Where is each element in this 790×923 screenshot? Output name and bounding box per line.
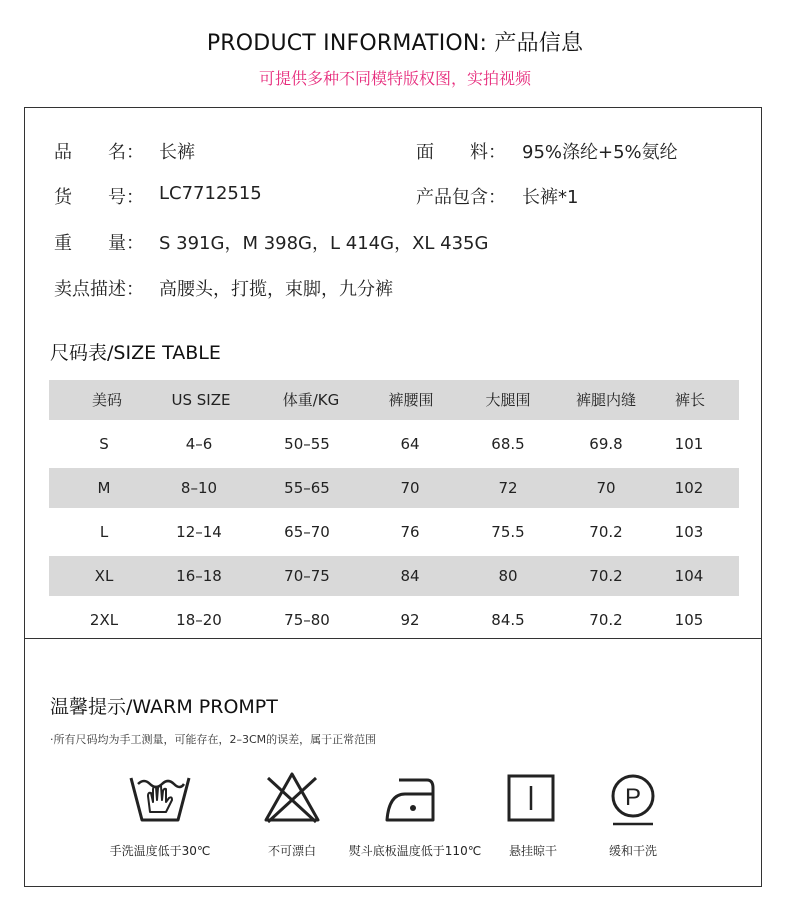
table-cell: 12–14	[176, 523, 222, 541]
warm-prompt-title: 温馨提示/WARM PROMPT	[50, 696, 278, 718]
fabric-label: 面 料：	[416, 142, 506, 163]
table-cell: 104	[674, 567, 704, 585]
table-cell: S	[99, 435, 109, 453]
table-cell: 102	[674, 479, 704, 497]
table-cell: XL	[94, 567, 114, 585]
table-cell: 80	[498, 567, 518, 585]
table-cell: 18–20	[176, 611, 222, 629]
table-header-cell: 大腿围	[485, 391, 531, 409]
table-header-cell: 裤腿内缝	[575, 391, 637, 409]
table-cell: 69.8	[589, 435, 623, 453]
size-table-title: 尺码表/SIZE TABLE	[50, 342, 221, 364]
features-label: 卖点描述：	[54, 279, 144, 300]
table-cell: 4–6	[185, 435, 213, 453]
no-bleach-icon	[262, 770, 322, 826]
table-header-cell: 裤腰围	[388, 391, 434, 409]
table-cell: 8–10	[180, 479, 218, 497]
table-cell: 55–65	[284, 479, 330, 497]
features-value: 高腰头，打揽，束脚，九分裤	[159, 279, 393, 300]
table-cell: 70.2	[589, 611, 623, 629]
iron-icon	[383, 770, 447, 826]
care-label: 手洗温度低于30℃	[109, 844, 211, 858]
item-no-value: LC7712515	[159, 183, 262, 204]
care-item	[85, 770, 235, 858]
table-cell: 75.5	[491, 523, 525, 541]
table-cell: 2XL	[89, 611, 119, 629]
table-cell: 50–55	[284, 435, 330, 453]
table-cell: 103	[674, 523, 704, 541]
table-cell: 76	[400, 523, 420, 541]
table-cell: 72	[498, 479, 518, 497]
table-header-cell: 美码	[91, 391, 123, 409]
table-row	[49, 512, 739, 552]
table-cell: 68.5	[491, 435, 525, 453]
page-subtitle: 可提供多种不同模特版权图，实拍视频	[258, 69, 531, 88]
table-cell: M	[97, 479, 111, 497]
table-cell: 84.5	[491, 611, 525, 629]
table-cell: 70	[400, 479, 420, 497]
table-cell: 92	[400, 611, 420, 629]
name-value: 长裤	[159, 142, 195, 163]
fabric-value: 95%涤纶+5%氨纶	[522, 142, 678, 163]
name-label: 品 名：	[54, 142, 144, 163]
table-row	[49, 468, 739, 508]
page-title: PRODUCT INFORMATION: 产品信息	[206, 31, 584, 56]
table-cell: 70	[596, 479, 616, 497]
table-header-cell: 裤长	[674, 391, 706, 409]
care-label: 熨斗底板温度低于110℃	[348, 844, 482, 858]
table-cell: 101	[674, 435, 704, 453]
contents-label: 产品包含：	[416, 187, 506, 208]
care-label: 缓和干洗	[608, 844, 657, 858]
table-cell: 105	[674, 611, 704, 629]
care-label: 悬挂晾干	[508, 844, 557, 858]
table-cell: 70.2	[589, 567, 623, 585]
care-item	[558, 770, 708, 858]
line-dry-icon	[505, 770, 561, 826]
dry-clean-symbol: P	[624, 784, 642, 811]
warm-prompt-note: ·所有尺码均为手工测量，可能存在，2–3CM的误差，属于正常范围	[50, 733, 377, 746]
table-row	[49, 600, 739, 640]
table-header-row	[49, 380, 739, 420]
item-no-label: 货 号：	[54, 187, 144, 208]
table-header-cell: US SIZE	[171, 391, 231, 409]
hand-wash-icon	[128, 770, 192, 828]
care-label: 不可漂白	[267, 844, 316, 858]
table-cell: 75–80	[284, 611, 330, 629]
table-cell: 65–70	[284, 523, 330, 541]
table-row	[49, 556, 739, 596]
dry-clean-p-icon	[605, 770, 661, 828]
weight-value: S 391G，M 398G，L 414G，XL 435G	[159, 233, 489, 254]
table-cell: L	[99, 523, 109, 541]
table-cell: 84	[400, 567, 420, 585]
table-cell: 70–75	[284, 567, 330, 585]
table-header-cell: 体重/KG	[282, 391, 340, 409]
table-cell: 16–18	[176, 567, 222, 585]
contents-value: 长裤*1	[522, 187, 579, 208]
weight-label: 重 量：	[54, 233, 144, 254]
table-row	[49, 424, 739, 464]
table-cell: 64	[400, 435, 420, 453]
size-table	[49, 380, 739, 640]
table-cell: 70.2	[589, 523, 623, 541]
